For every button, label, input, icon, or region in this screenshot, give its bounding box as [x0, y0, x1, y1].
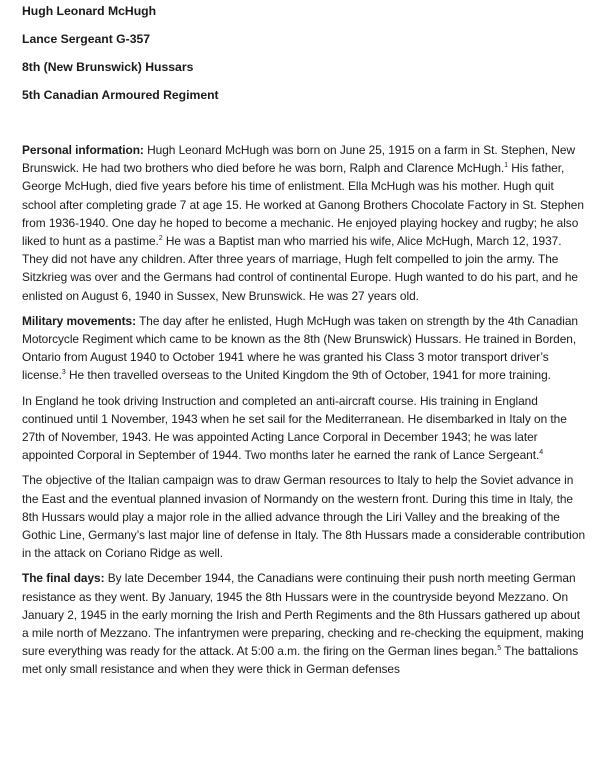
header-spacer [22, 116, 587, 141]
paragraph-text: His father, George McHugh, died five years before his time of enlistment. Ella McHugh was his mother. Hugh quit school after completing grade 7 at age 15. He worked at Ganong Brothers Chocolate Factory in St. Stephen from 1936-1940. One day he hoped to become a mechanic. He enjoyed playing hockey and rugby; he also liked to hunt as a pastime. [22, 161, 584, 249]
paragraph-text: In England he took driving Instruction and completed an anti-aircraft course. His training in England continued until 1 November, 1943 when he set sail for the Mediterranean. He disembarked in Italy on the 27th of November, 1943. He was appointed Acting Lance Corporal in December 1943; he was later appointed Corporal in September of 1944. Two months later he earned the rank of Lance Sergeant. [22, 393, 567, 463]
footnote-marker: 1 [504, 162, 508, 170]
paragraph-text: By late December 1944, the Canadians were continuing their push north meeting German resistance as they went. By January, 1945 the 8th Hussars were in the countryside beyond Mezzano. On January 2, 1945 in the early morning the Irish and Perth Regiments and the 8th Hussars gathered up about a mile north of Mezzano. The infantrymen were preparing, checking and re-checking the equipment, making sure everything was ready for the attack. At 5:00 a.m. the firing on the German lines began. [22, 571, 584, 659]
biography-body [22, 141, 587, 679]
section-heading: Personal information: [22, 143, 144, 157]
paragraph-text: The battalions met only small resistance and when they were thick in German defenses [22, 644, 579, 677]
footnote-marker: 5 [497, 645, 502, 653]
footnote-marker: 3 [61, 369, 66, 377]
soldier-name: Hugh Leonard McHugh [22, 4, 157, 18]
paragraph-text: He was a Baptist man who married his wife, Alice McHugh, March 12, 1937. They did not have any children. After three years of marriage, Hugh felt compelled to join the army. The Sitzkrieg was over and the Germans had control of continental Europe. Hugh wanted to do his part, and he enlisted on August 6, 1940 in Sussex, New Brunswick. He was 27 years old. [22, 234, 578, 303]
paragraph [22, 312, 587, 385]
paragraph [22, 141, 587, 305]
paragraph-text: The day after he enlisted, Hugh McHugh was taken on strength by the 4th Canadian Motorcycle Regiment which came to be known as the 8th (New Brunswick) Hussars. He trained in Borden, Ontario from August 1940 to October 1941 where he was granted his Class 3 motor transport driver’s license. [22, 313, 578, 383]
paragraph [22, 471, 587, 562]
soldier-rank: Lance Sergeant G-357 [22, 32, 151, 46]
paragraph [22, 569, 587, 678]
section-heading: Military movements: [22, 313, 137, 328]
soldier-regiment: 5th Canadian Armoured Regiment [22, 88, 219, 102]
section-heading: The final days: [22, 571, 105, 586]
paragraph-text: He then travelled overseas to the United Kingdom the 9th of October, 1941 for more training. [65, 368, 551, 383]
footnote-marker: 4 [539, 449, 544, 457]
paragraph-text: Hugh Leonard McHugh was born on June 25, 1915 on a farm in St. Stephen, New Brunswick. He had two brothers who died before he was born, Ralph and Clarence McHugh. [22, 143, 575, 176]
footnote-marker: 2 [158, 235, 163, 243]
paragraph-text: The objective of the Italian campaign was to draw German resources to Italy to help the Soviet advance in the East and the eventual planned invasion of Normandy on the western front. During this time in Italy, the 8th Hussars would play a major role in the allied advance through the Liri Valley and the breaking of the Gothic Line, Germany’s last major line of defense in Italy. The 8th Hussars made a considerable contribution in the attack on Coriano Ridge as well. [22, 473, 586, 561]
paragraph [22, 392, 587, 465]
soldier-unit: 8th (New Brunswick) Hussars [22, 60, 194, 74]
document-page [22, 4, 587, 686]
